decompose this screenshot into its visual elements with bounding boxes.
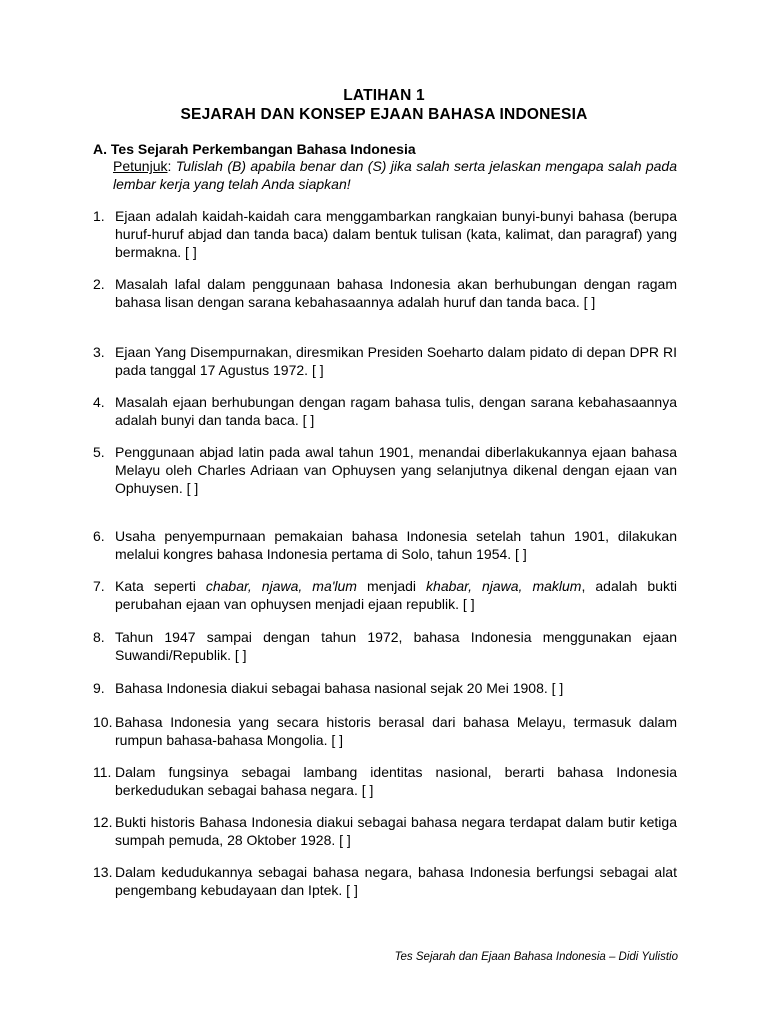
list-item xyxy=(93,527,677,563)
item-text xyxy=(115,577,677,613)
instruction-text: Tulislah (B) apabila benar dan (S) jika salah serta jelaskan mengapa salah pada lembar kerja yang telah Anda siapkan! xyxy=(113,158,677,192)
list-item xyxy=(93,628,677,664)
list-item xyxy=(93,393,677,429)
item-text: Usaha penyempurnaan pemakaian bahasa Indonesia setelah tahun 1901, dilakukan melalui kongres bahasa Indonesia pertama di Solo, tahun 1954. [ ] xyxy=(115,528,677,562)
item-text: Dalam fungsinya sebagai lambang identitas nasional, berarti bahasa Indonesia berkedudukan sebagai bahasa negara. [ ] xyxy=(115,764,677,798)
list-item xyxy=(93,275,677,311)
item-text-part: menjadi xyxy=(356,578,427,594)
item-text: Bahasa Indonesia yang secara historis berasal dari bahasa Melayu, termasuk dalam rumpun bahasa-bahasa Mongolia. [ ] xyxy=(115,714,677,748)
item-text: Ejaan adalah kaidah-kaidah cara menggambarkan rangkaian bunyi-bunyi bahasa (berupa huruf-huruf abjad dan tanda baca) dalam bentuk tulisan (kata, kalimat, dan paragraf) yang bermakna. [ ] xyxy=(115,208,677,260)
item-number: 6. xyxy=(93,528,105,544)
item-text: Bukti historis Bahasa Indonesia diakui sebagai bahasa negara terdapat dalam butir ketiga sumpah pemuda, 28 Oktober 1928. [ ] xyxy=(115,814,677,848)
item-text-part: , adalah bukti perubahan ejaan van ophuysen menjadi ejaan republik. [ ] xyxy=(115,578,677,612)
item-text: Tahun 1947 sampai dengan tahun 1972, bahasa Indonesia menggunakan ejaan Suwandi/Republik. [ ] xyxy=(115,629,677,663)
list-item xyxy=(93,679,677,697)
list-item xyxy=(93,343,677,379)
item-text-italic: khabar, njawa, maklum xyxy=(426,578,582,594)
list-item xyxy=(93,813,677,849)
list-item xyxy=(93,577,677,613)
item-number: 2. xyxy=(93,276,105,292)
item-text: Bahasa Indonesia diakui sebagai bahasa nasional sejak 20 Mei 1908. [ ] xyxy=(115,680,564,696)
page-title: LATIHAN 1 xyxy=(343,87,425,104)
page-subtitle: SEJARAH DAN KONSEP EJAAN BAHASA INDONESIA xyxy=(180,106,588,123)
item-text: Penggunaan abjad latin pada awal tahun 1901, menandai diberlakukannya ejaan bahasa Melayu oleh Charles Adriaan van Ophuysen yang selanjutnya dikenal dengan ejaan van Ophuysen. [ ] xyxy=(115,444,677,496)
instruction-label: Petunjuk xyxy=(113,158,168,174)
item-number: 13. xyxy=(93,864,113,880)
list-item xyxy=(93,443,677,497)
instruction xyxy=(113,157,677,193)
list-item xyxy=(93,207,677,261)
item-text: Masalah ejaan berhubungan dengan ragam bahasa tulis, dengan sarana kebahasaannya adalah bunyi dan tanda baca. [ ] xyxy=(115,394,677,428)
item-number: 4. xyxy=(93,394,105,410)
item-number: 1. xyxy=(93,208,105,224)
section-heading: A. Tes Sejarah Perkembangan Bahasa Indonesia xyxy=(93,141,416,157)
item-number: 8. xyxy=(93,629,105,645)
item-number: 10. xyxy=(93,714,113,730)
item-text-italic: chabar, njawa, ma'lum xyxy=(205,578,357,594)
item-text-part: Kata seperti xyxy=(115,578,206,594)
item-number: 12. xyxy=(93,814,113,830)
page-footer: Tes Sejarah dan Ejaan Bahasa Indonesia – Didi Yulistio xyxy=(394,951,678,963)
item-number: 9. xyxy=(93,680,105,696)
item-text: Ejaan Yang Disempurnakan, diresmikan Presiden Soeharto dalam pidato di depan DPR RI pada tanggal 17 Agustus 1972. [ ] xyxy=(115,344,677,378)
item-number: 11. xyxy=(93,764,112,780)
instruction-colon: : xyxy=(167,158,172,174)
item-text: Dalam kedudukannya sebagai bahasa negara, bahasa Indonesia berfungsi sebagai alat pengembang kebudayaan dan Iptek. [ ] xyxy=(115,864,677,898)
list-item xyxy=(93,863,677,899)
item-text: Masalah lafal dalam penggunaan bahasa Indonesia akan berhubungan dengan ragam bahasa lisan dengan sarana kebahasaannya adalah huruf dan tanda baca. [ ] xyxy=(115,276,677,310)
item-number: 3. xyxy=(93,344,105,360)
list-item xyxy=(93,763,677,799)
item-number: 5. xyxy=(93,444,105,460)
item-number: 7. xyxy=(93,578,105,594)
list-item xyxy=(93,713,677,749)
